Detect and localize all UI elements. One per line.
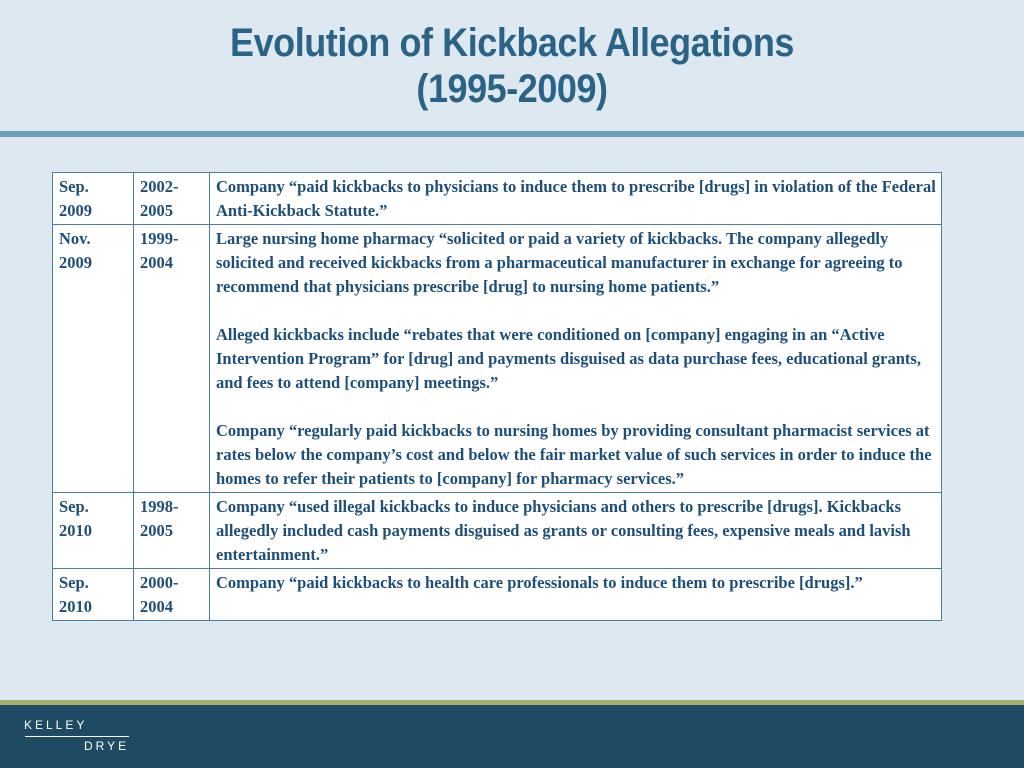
logo-word-1: KELLEY <box>24 718 88 732</box>
allegation-cell <box>210 569 942 621</box>
date-month: Nov. <box>59 229 91 248</box>
allegation-text: Alleged kickbacks include “rebates that were conditioned on [company] engaging in an “Active Intervention Program” for [drug] and payments disguised as data purchase fees, educational grants, and fees to attend [company] meetings.” <box>216 325 921 392</box>
date-year: 2010 <box>59 597 92 616</box>
date-month: Sep. <box>59 177 89 196</box>
firm-logo <box>24 718 134 760</box>
slide-header <box>0 0 1024 131</box>
period-start: 2000- <box>140 573 179 592</box>
period-cell <box>134 493 210 569</box>
period-start: 1999- <box>140 229 179 248</box>
date-month: Sep. <box>59 573 89 592</box>
period-cell <box>134 173 210 225</box>
period-cell <box>134 225 210 493</box>
table-row <box>53 225 942 493</box>
date-cell <box>53 173 134 225</box>
allegation-cell <box>210 173 942 225</box>
footer-bar <box>0 705 1024 768</box>
period-end: 2004 <box>140 253 173 272</box>
date-month: Sep. <box>59 497 89 516</box>
date-year: 2010 <box>59 521 92 540</box>
slide-title <box>51 20 973 112</box>
logo-word-2: DRYE <box>84 739 130 753</box>
date-cell <box>53 493 134 569</box>
allegation-text: Company “paid kickbacks to health care professionals to induce them to prescribe [drugs].” <box>216 573 863 592</box>
period-start: 1998- <box>140 497 179 516</box>
allegation-text: Company “regularly paid kickbacks to nursing homes by providing consultant pharmacist services at rates below the company’s cost and below the fair market value of such services in order to induce the homes to refer their patients to [company] for pharmacy services.” <box>216 421 932 488</box>
logo-divider <box>25 736 129 737</box>
period-end: 2004 <box>140 597 173 616</box>
allegation-cell <box>210 493 942 569</box>
date-cell <box>53 225 134 493</box>
slide-title-line-2: (1995-2009) <box>416 67 608 111</box>
table-row <box>53 569 942 621</box>
allegations-table <box>52 172 942 621</box>
table-row <box>53 493 942 569</box>
date-year: 2009 <box>59 253 92 272</box>
slide-title-line-1: Evolution of Kickback Allegations <box>230 21 794 65</box>
period-end: 2005 <box>140 521 173 540</box>
period-start: 2002- <box>140 177 179 196</box>
allegation-cell <box>210 225 942 493</box>
date-cell <box>53 569 134 621</box>
date-year: 2009 <box>59 201 92 220</box>
period-cell <box>134 569 210 621</box>
period-end: 2005 <box>140 201 173 220</box>
table-row <box>53 173 942 225</box>
allegation-text: Large nursing home pharmacy “solicited or paid a variety of kickbacks. The company allegedly solicited and received kickbacks from a pharmaceutical manufacturer in exchange for agreeing to recommend that physicians prescribe [drug] to nursing home patients.” <box>216 229 903 296</box>
allegation-text: Company “used illegal kickbacks to induce physicians and others to prescribe [drugs]. Kickbacks allegedly included cash payments disguised as grants or consulting fees, expensive meals and lavish entertainment.” <box>216 497 911 564</box>
allegation-text: Company “paid kickbacks to physicians to induce them to prescribe [drugs] in violation of the Federal Anti-Kickback Statute.” <box>216 177 936 220</box>
